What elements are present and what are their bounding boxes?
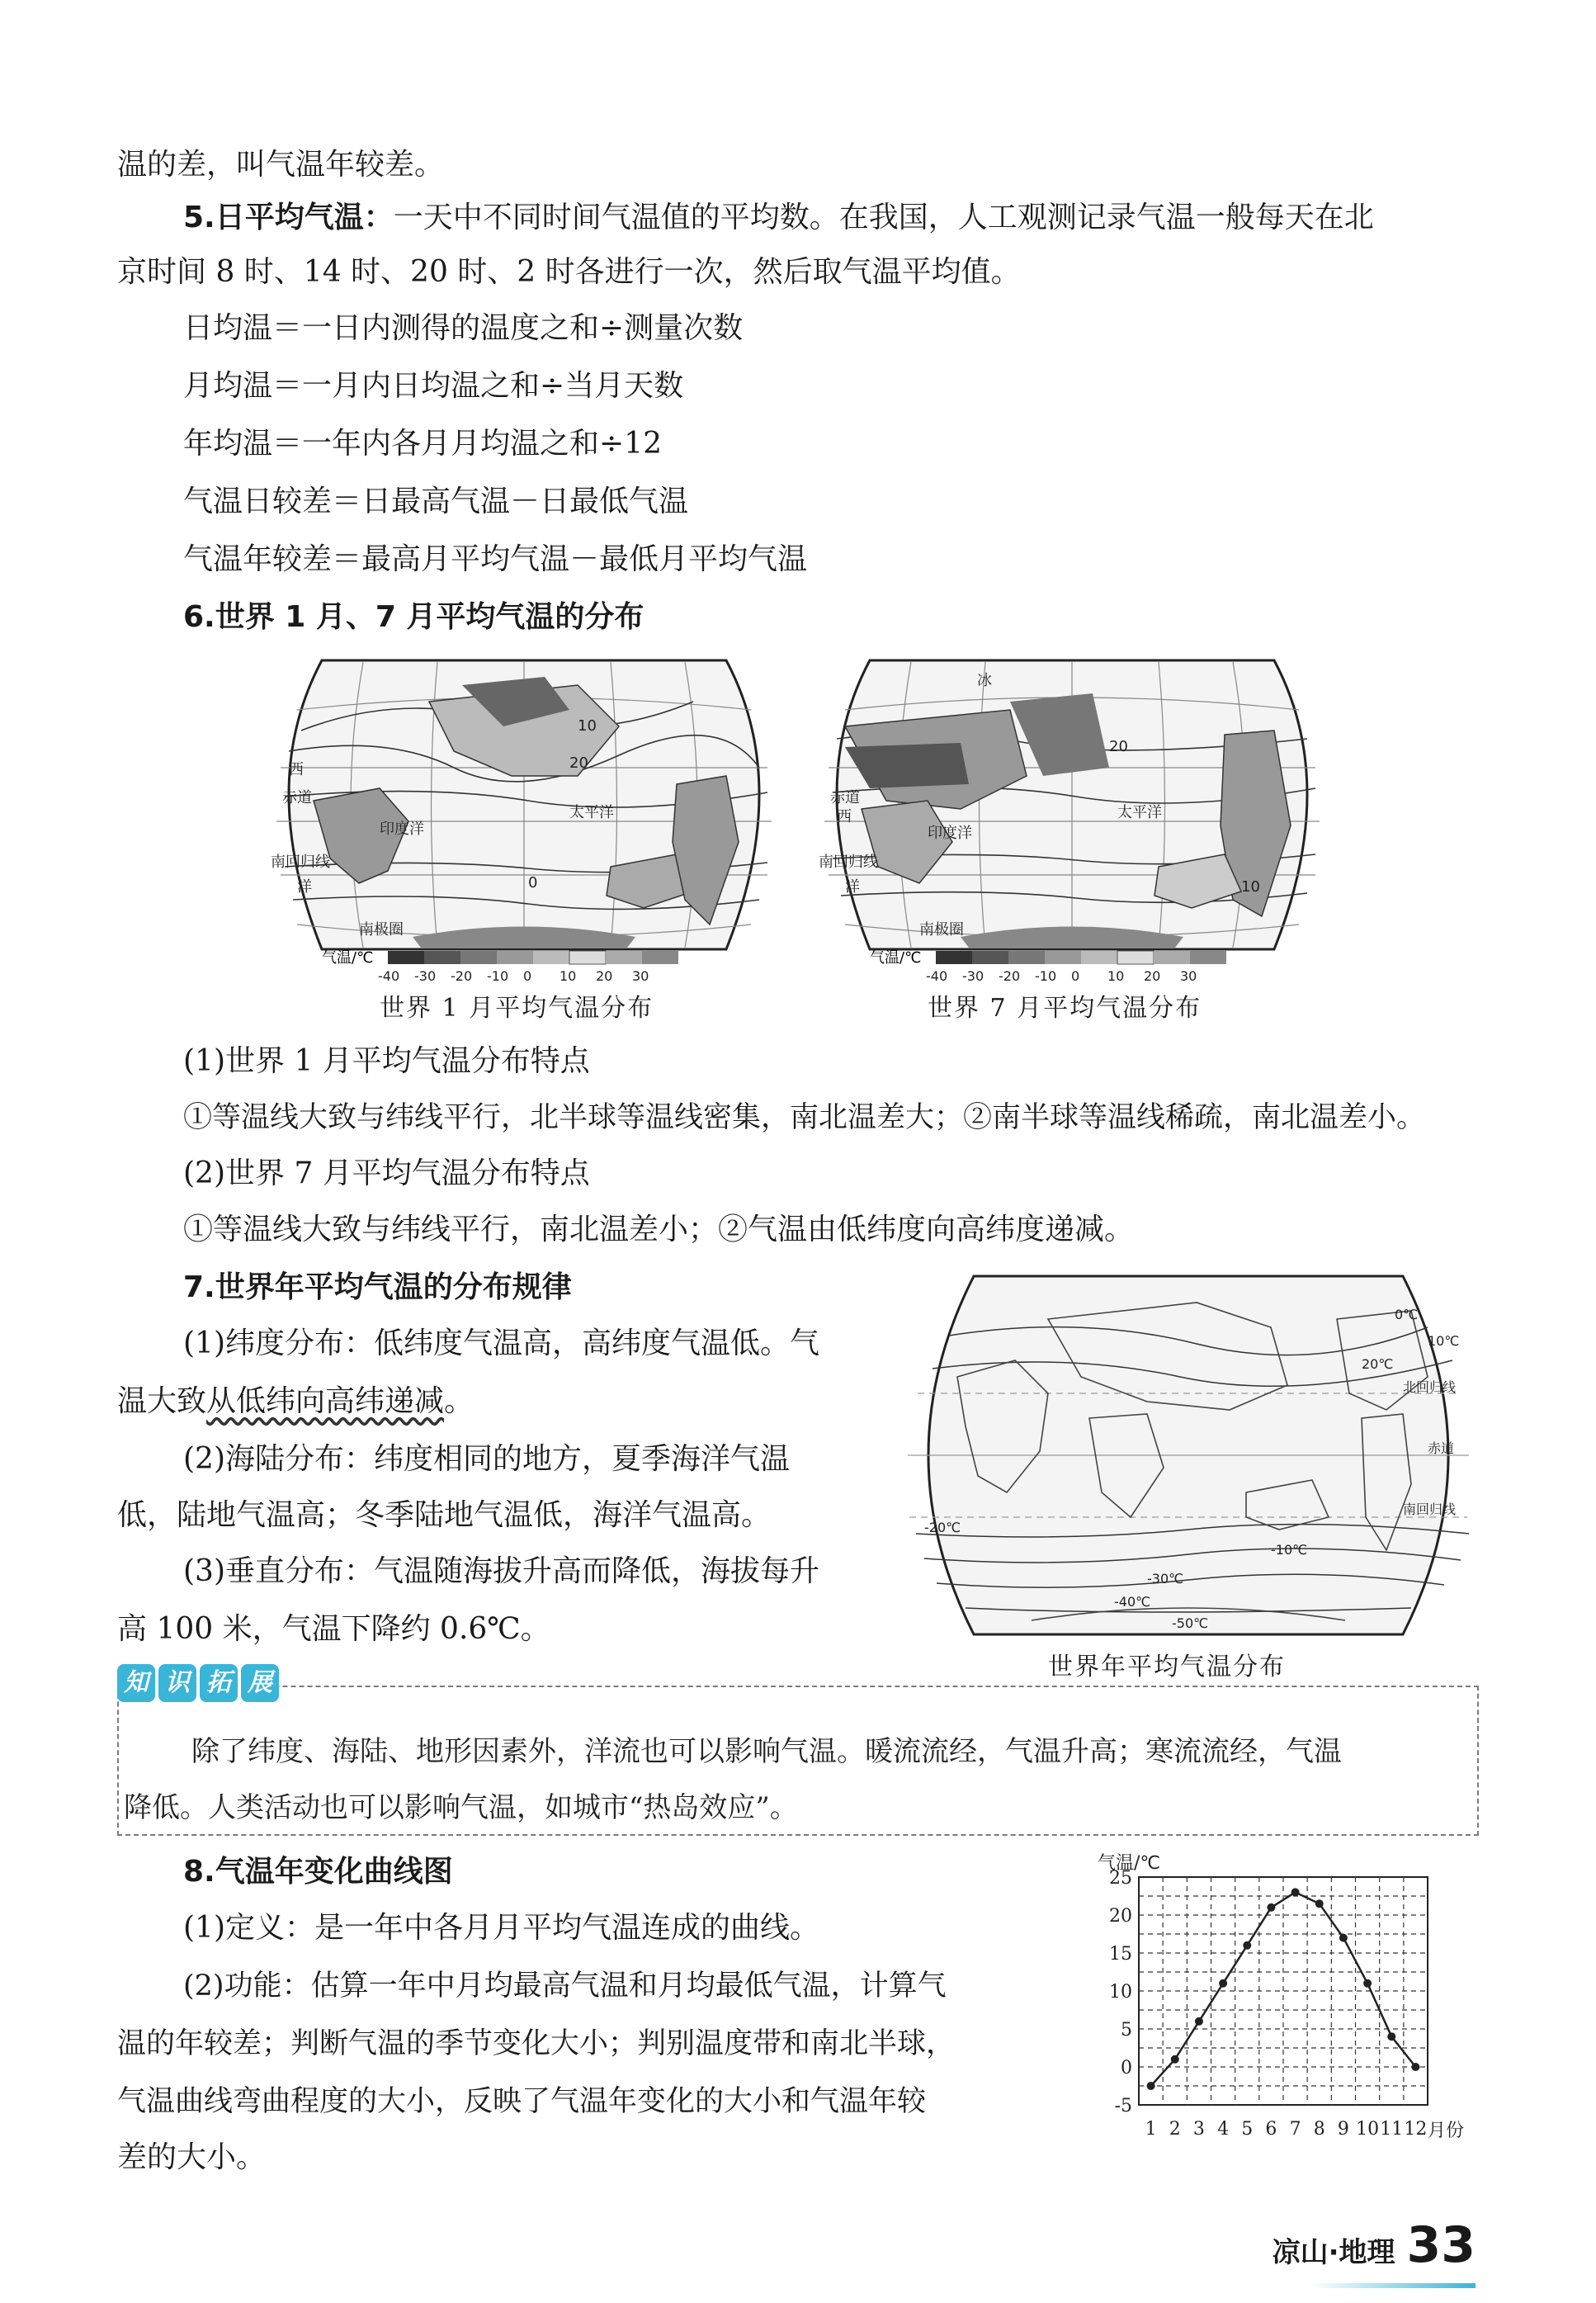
data-point <box>1387 2032 1395 2041</box>
annual-map-caption: 世界年平均气温分布 <box>1048 1653 1286 1681</box>
legend-tick-label: 10 <box>1107 968 1125 984</box>
tag-char: 知 <box>117 1664 155 1702</box>
text-line: (2)海陆分布：纬度相同的地方，夏季海洋气温 <box>183 1442 790 1476</box>
data-point <box>1315 1899 1324 1908</box>
x-tick-label: 5 <box>1241 2119 1254 2140</box>
y-tick-label: -5 <box>1114 2096 1132 2116</box>
x-tick-label: 1 <box>1145 2119 1157 2140</box>
antarctic-label: 南极圈 <box>919 921 964 939</box>
pacific-label: 太平洋 <box>1117 804 1162 821</box>
isotherm-label: 20 <box>1109 738 1128 755</box>
isotherm-label: -50℃ <box>1172 1615 1209 1631</box>
text-line: 高 100 米，气温下降约 0.6℃。 <box>117 1612 550 1646</box>
legend-title: 气温/℃ <box>870 949 922 967</box>
data-point <box>1243 1941 1251 1950</box>
legend-title: 气温/℃ <box>322 949 374 967</box>
text-line: (3)垂直分布：气温随海拔升高而降低，海拔每升 <box>183 1554 819 1588</box>
section-5-text: 一天中不同时间气温值的平均数。在我国，人工观测记录气温一般每天在北 <box>393 201 1374 234</box>
legend-tick-label: 20 <box>596 968 613 984</box>
isotherm-label: -10℃ <box>1271 1542 1308 1558</box>
text-line: (1)定义：是一年中各月月平均气温连成的曲线。 <box>183 1911 819 1945</box>
y-tick-label: 25 <box>1109 1868 1132 1889</box>
indian-ocean-label: 印度洋 <box>928 825 972 842</box>
legend-tick-label: -10 <box>1035 968 1057 984</box>
y-tick-label: 15 <box>1109 1944 1132 1965</box>
legend-tick-label: -20 <box>999 968 1021 984</box>
isotherm-label: 20 <box>569 754 588 772</box>
x-tick-label: 11 <box>1380 2119 1404 2140</box>
y-tick-label: 10 <box>1109 1982 1132 2003</box>
july-temperature-map <box>812 652 1332 982</box>
equator-label: 赤道 <box>282 789 312 806</box>
y-tick-label: 0 <box>1121 2058 1132 2078</box>
north-tropic-label: 北回归线 <box>1403 1379 1457 1395</box>
south-tropic-label: 南回归线 <box>1403 1501 1457 1517</box>
south-tropic-label: 南回归线 <box>819 854 878 871</box>
point-2: (2)世界 7 月平均气温分布特点 <box>183 1156 590 1190</box>
x-tick-label: 2 <box>1169 2119 1181 2140</box>
text-line: 京时间 8 时、14 时、20 时、2 时各进行一次，然后取气温平均值。 <box>117 255 1021 289</box>
legend-tick-label: -40 <box>378 968 400 984</box>
data-point <box>1147 2082 1155 2090</box>
y-tick-label: 5 <box>1121 2020 1132 2041</box>
chart-ylabel: 气温/℃ <box>1098 1853 1161 1874</box>
equator-label: 赤道 <box>1428 1440 1455 1456</box>
text-fragment: 。 <box>444 1384 475 1418</box>
legend-tick-label: -30 <box>414 968 437 984</box>
x-tick-label: 12 <box>1404 2119 1428 2140</box>
formula-daily-range: 气温日较差＝日最高气温－日最低气温 <box>183 485 689 518</box>
text-line <box>117 1382 474 1421</box>
text-line: 温的差，叫气温年较差。 <box>117 148 445 182</box>
data-point <box>1363 1979 1372 1988</box>
point-1-detail: ①等温线大致与纬线平行，北半球等温线密集，南北温差大；②南半球等温线稀疏，南北温差小。 <box>183 1101 1426 1134</box>
text-line: 气温曲线弯曲程度的大小，反映了气温年变化的大小和气温年较 <box>117 2085 927 2118</box>
indian-ocean-label: 印度洋 <box>380 820 424 838</box>
legend-tick-label: 0 <box>523 968 532 984</box>
text-line: 低，陆地气温高；冬季陆地气温低，海洋气温高。 <box>117 1498 772 1532</box>
legend-tick-label: 30 <box>632 968 649 984</box>
text-line: (2)功能：估算一年中月均最高气温和月均最低气温，计算气 <box>183 1970 947 2003</box>
data-point <box>1171 2055 1179 2064</box>
section-6-title: 6.世界 1 月、7 月平均气温的分布 <box>183 600 645 634</box>
x-tick-label: 10 <box>1356 2119 1380 2140</box>
ocean-label: 洋 <box>297 878 312 896</box>
formula-annual-range: 气温年较差＝最高月平均气温－最低月平均气温 <box>183 542 808 576</box>
isotherm-label: 20℃ <box>1362 1356 1394 1372</box>
footer-label: 凉山·地理 <box>1272 2236 1395 2269</box>
extension-text: 除了纬度、海陆、地形因素外，洋流也可以影响气温。暖流流经，气温升高；寒流流经，气温 <box>191 1735 1342 1768</box>
annual-temperature-chart <box>1073 1847 1485 2153</box>
emphasized-text: 从低纬向高纬递减 <box>206 1384 445 1418</box>
section-5-title: 5.日平均气温： <box>183 201 394 234</box>
data-point <box>1195 2017 1203 2026</box>
july-legend <box>870 948 1282 984</box>
legend-tick-label: 20 <box>1144 968 1161 984</box>
isotherm-label: -40℃ <box>1114 1594 1151 1610</box>
isotherm-label: 0 <box>528 874 538 891</box>
legend-tick-label: -40 <box>926 968 948 984</box>
legend-tick-label: -10 <box>487 968 509 984</box>
data-point <box>1219 1979 1227 1988</box>
data-point <box>1267 1903 1275 1912</box>
page-number: 33 <box>1406 2216 1476 2274</box>
text-fragment: 温大致 <box>117 1384 207 1418</box>
section-8-title: 8.气温年变化曲线图 <box>183 1855 453 1889</box>
legend-tick-label: 10 <box>560 968 577 984</box>
tag-char: 拓 <box>200 1664 238 1702</box>
january-map-caption: 世界 1 月平均气温分布 <box>380 994 654 1023</box>
isotherm-label: -20℃ <box>924 1520 961 1535</box>
x-tick-label: 9 <box>1337 2119 1349 2140</box>
footer-accent-bar <box>1310 2283 1476 2288</box>
chart-xlabel: 月份 <box>1428 2121 1465 2141</box>
x-tick-label: 8 <box>1313 2119 1325 2140</box>
isotherm-label: -30℃ <box>1147 1571 1184 1587</box>
antarctic-label: 南极圈 <box>359 921 404 939</box>
legend-tick-label: 30 <box>1180 968 1197 984</box>
tag-char: 识 <box>158 1664 196 1702</box>
data-point <box>1339 1934 1348 1942</box>
data-point <box>1411 2063 1419 2071</box>
section-5 <box>183 198 1374 238</box>
formula-monthly: 月均温＝一月内日均温之和÷当月天数 <box>183 369 684 403</box>
isotherm-label: 10 <box>578 717 597 735</box>
x-tick-label: 3 <box>1192 2119 1205 2140</box>
section-7-title: 7.世界年平均气温的分布规律 <box>183 1270 572 1304</box>
ocean-label: 洋 <box>845 878 860 896</box>
x-tick-label: 6 <box>1265 2119 1277 2140</box>
west-label: 西 <box>837 808 852 825</box>
y-tick-label: 20 <box>1109 1906 1132 1927</box>
text-line: (1)纬度分布：低纬度气温高，高纬度气温低。气 <box>183 1326 819 1360</box>
isotherm-label: 0℃ <box>1395 1307 1419 1322</box>
legend-tick-label: -30 <box>962 968 985 984</box>
x-tick-label: 4 <box>1217 2119 1230 2140</box>
formula-daily: 日均温＝一日内测得的温度之和÷测量次数 <box>183 311 744 345</box>
point-1: (1)世界 1 月平均气温分布特点 <box>183 1044 590 1078</box>
text-line: 温的年较差；判断气温的季节变化大小；判别温度带和南北半球， <box>117 2027 956 2060</box>
text-line: 差的大小。 <box>117 2140 267 2174</box>
formula-annual: 年均温＝一年内各月月均温之和÷12 <box>183 427 662 461</box>
page-footer <box>1272 2216 1476 2274</box>
legend-tick-label: -20 <box>451 968 473 984</box>
isotherm-label: 10℃ <box>1428 1333 1460 1349</box>
july-map-caption: 世界 7 月平均气温分布 <box>928 994 1202 1023</box>
tag-char: 展 <box>241 1664 279 1702</box>
isotherm-label: 10 <box>1241 878 1260 896</box>
ice-label: 冰 <box>977 672 992 689</box>
legend-tick-label: 0 <box>1071 968 1080 984</box>
x-tick-label: 7 <box>1289 2119 1301 2140</box>
south-tropic-label: 南回归线 <box>271 854 330 871</box>
pacific-label: 太平洋 <box>569 804 614 821</box>
knowledge-extension-tag <box>117 1664 279 1702</box>
january-temperature-map <box>264 652 784 982</box>
equator-label: 赤道 <box>830 789 860 806</box>
west-label: 西 <box>289 761 304 778</box>
annual-temperature-map <box>900 1270 1477 1643</box>
data-point <box>1291 1888 1300 1896</box>
extension-text: 降低。人类活动也可以影响气温，如城市“热岛效应”。 <box>124 1791 798 1824</box>
point-2-detail: ①等温线大致与纬线平行，南北温差小；②气温由低纬度向高纬度递减。 <box>183 1213 1135 1246</box>
january-legend <box>322 948 734 984</box>
